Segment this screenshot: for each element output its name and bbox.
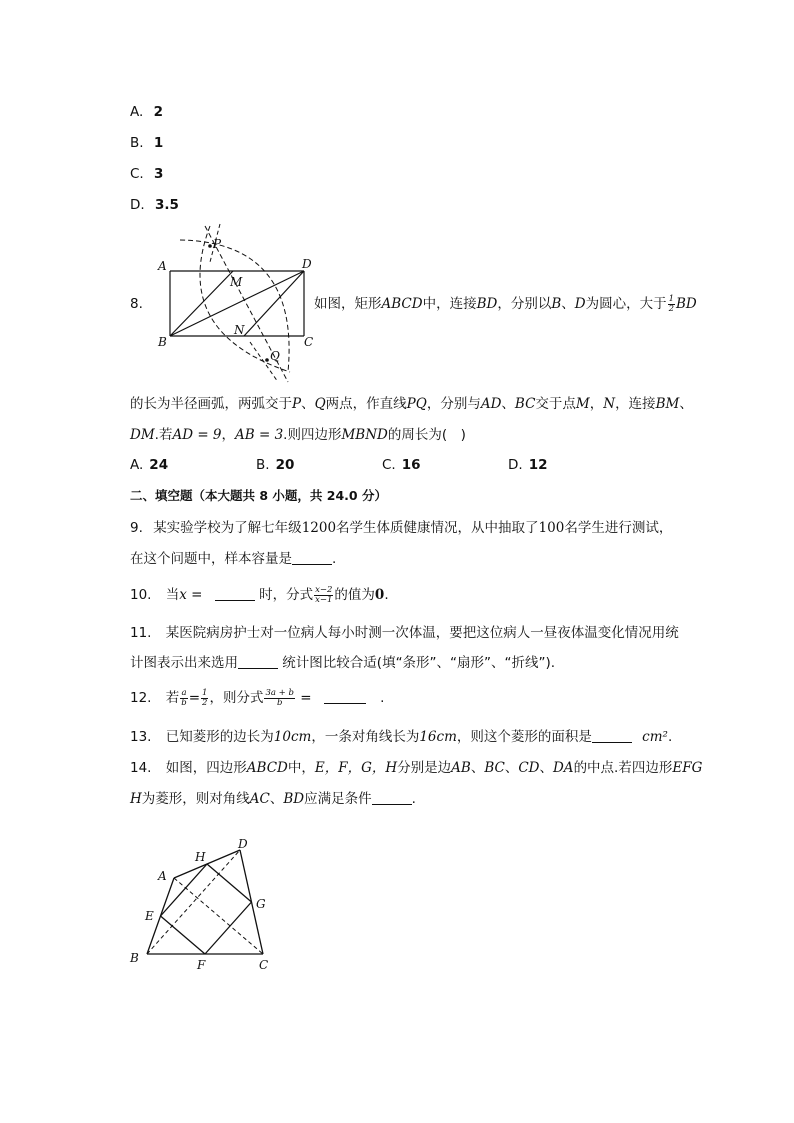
q7-option-c	[130, 164, 163, 184]
answer-blank[interactable]	[592, 728, 632, 743]
label-d: D	[302, 257, 312, 271]
q7-option-d	[130, 195, 179, 215]
option-value: 1	[153, 135, 164, 151]
option-value: 3	[154, 166, 164, 182]
diagonal-bd	[147, 850, 240, 954]
q8-option-b: B. 20	[256, 457, 295, 473]
q14-quadrilateral-figure	[125, 838, 285, 973]
q8-number: 8.	[130, 296, 143, 312]
label-f: F	[197, 958, 206, 972]
point-q	[265, 358, 269, 362]
option-label: B.	[130, 135, 144, 151]
label-g: G	[256, 897, 266, 911]
option-label: A.	[130, 104, 144, 120]
label-h: H	[195, 850, 206, 864]
q14-line-1: 14. 如图，四边形ABCD中，E，F，G，H分别是边AB、BC、CD、DA的中点.若四边形EFG	[130, 760, 703, 776]
point-p	[208, 244, 212, 248]
label-c: C	[304, 335, 314, 349]
q8-option-c: C. 16	[382, 457, 421, 473]
q9-line-2: 在这个问题中，样本容量是 .	[130, 551, 337, 567]
option-label: C.	[130, 166, 144, 182]
q8-line-3: DM.若AD = 9，AB = 3.则四边形MBND的周长为( )	[130, 427, 466, 443]
q7-option-a	[130, 102, 163, 122]
q13-line: 13. 已知菱形的边长为10cm，一条对角线长为16cm，则这个菱形的面积是 cm².	[130, 729, 673, 745]
section-heading: 二、填空题（本大题共 8 小题，共 24.0 分）	[130, 488, 387, 503]
option-value: 3.5	[154, 197, 179, 213]
segment-dn	[244, 271, 304, 336]
label-n: N	[234, 323, 245, 337]
label-m: M	[230, 275, 243, 289]
label-a: A	[158, 869, 167, 883]
fraction-half: $\frac{1}{2}$	[202, 687, 208, 708]
q8-line-1: 如图，矩形ABCD中，连接BD，分别以B、D为圆心，大于 $\frac{1}{2}$ BD	[314, 293, 697, 314]
option-value: 2	[153, 104, 163, 120]
label-a: A	[158, 259, 167, 273]
fraction: $\frac{x-2}{x-1}$	[315, 584, 333, 605]
q8-option-a: A. 24	[130, 457, 169, 473]
q11-line-1: 11. 某医院病房护士对一位病人每小时测一次体温，要把这位病人一昼夜体温变化情况用统	[130, 625, 679, 641]
segment-bm	[170, 271, 233, 336]
fraction-half: $\frac{1}{2}$	[668, 293, 674, 314]
q8-figure	[150, 222, 315, 387]
label-p: P	[213, 237, 222, 251]
label-q: Q	[270, 349, 280, 363]
label-b: B	[158, 335, 167, 349]
q12-line: 12. 若 $\frac{a}{b}$ = $\frac{1}{2}$ ，则分式 $\frac{3a + b}{b}$ = .	[130, 687, 385, 708]
label-c: C	[259, 958, 269, 972]
side-ef	[161, 916, 206, 954]
label-e: E	[145, 909, 154, 923]
diagonal-ac	[174, 878, 263, 954]
q10-line: 10. 当x = 时，分式 $\frac{x-2}{x-1}$ 的值为0.	[130, 584, 389, 605]
label-b: B	[130, 951, 139, 965]
answer-blank[interactable]	[324, 689, 366, 704]
q8-line-2: 的长为半径画弧，两弧交于P、Q两点，作直线PQ，分别与AD、BC交于点M，N，连接BM、	[130, 396, 693, 412]
answer-blank[interactable]	[292, 550, 332, 565]
side-he	[161, 864, 208, 916]
q9-line-1: 9. 某实验学校为了解七年级1200名学生体质健康情况，从中抽取了100名学生进行测试，	[130, 520, 673, 536]
answer-blank[interactable]	[215, 586, 255, 601]
q7-option-b	[130, 133, 163, 153]
answer-blank[interactable]	[238, 654, 278, 669]
label-d: D	[238, 838, 248, 851]
q11-line-2: 计图表示出来选用 统计图比较合适(填“条形”、“扇形”、“折线”).	[130, 655, 556, 671]
q14-line-2: H为菱形，则对角线AC、BD应满足条件 .	[130, 791, 416, 807]
q8-option-d: D. 12	[508, 457, 548, 473]
answer-blank[interactable]	[372, 790, 412, 805]
fraction-expression: $\frac{3a + b}{b}$	[265, 687, 294, 708]
fraction-a-b: $\frac{a}{b}$	[181, 687, 187, 708]
option-label: D.	[130, 197, 145, 213]
